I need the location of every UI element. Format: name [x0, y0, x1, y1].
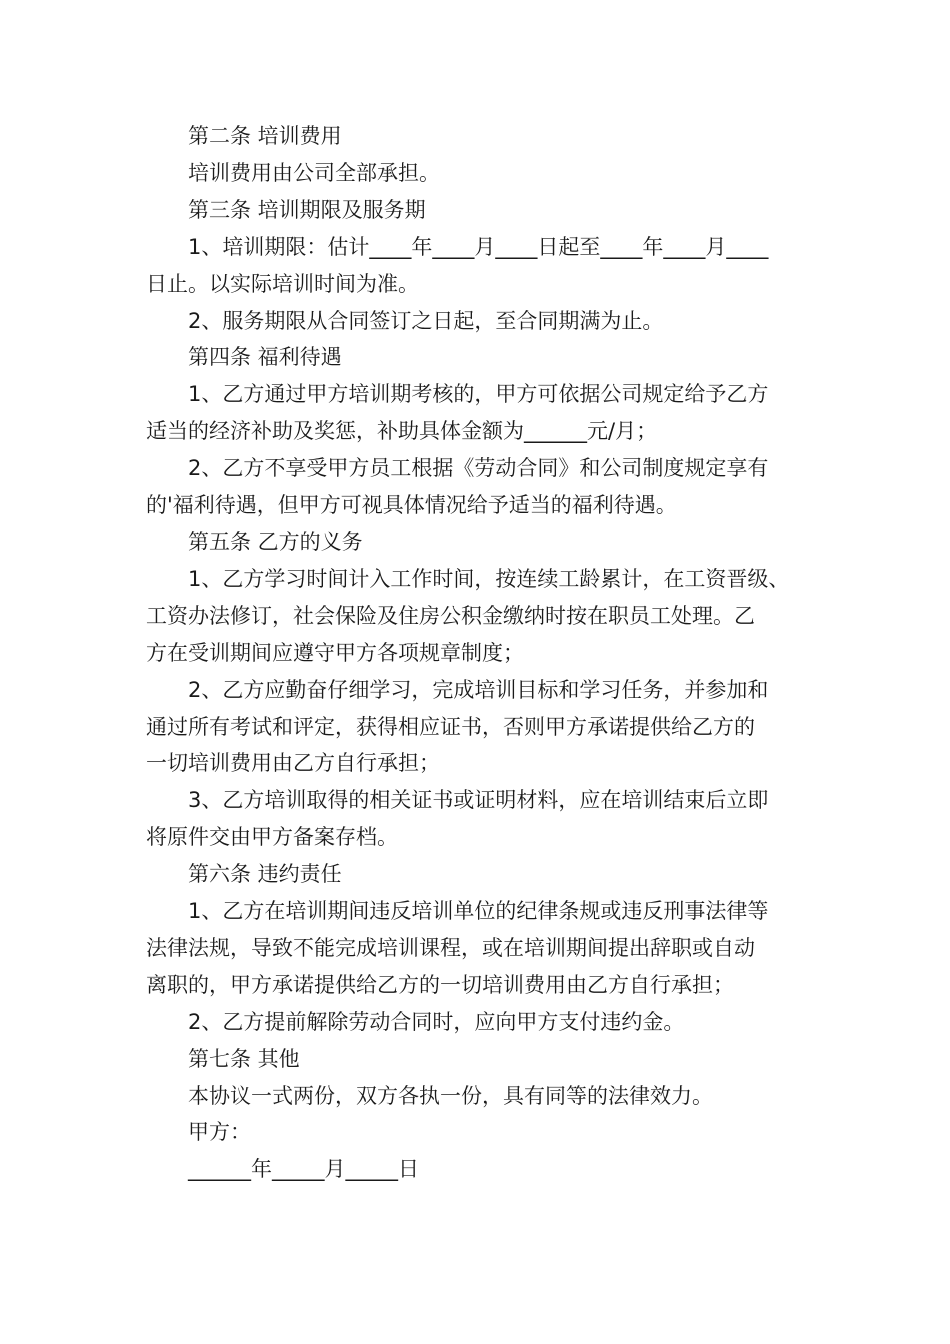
paragraph-line: 日止。以实际培训时间为准。: [146, 271, 419, 296]
paragraph-line: 通过所有考试和评定，获得相应证书，否则甲方承诺提供给乙方的: [146, 714, 755, 739]
paragraph-line: 3、乙方培训取得的相关证书或证明材料，应在培训结束后立即: [188, 788, 769, 813]
paragraph-line: 1、培训期限：估计____年____月____日起至____年____月____: [188, 234, 769, 259]
paragraph-line: 1、乙方在培训期间违反培训单位的纪律条规或违反刑事法律等: [188, 899, 769, 924]
paragraph-line: 方在受训期间应遵守甲方各项规章制度；: [146, 640, 524, 665]
paragraph-line: 的'福利待遇，但甲方可视具体情况给予适当的福利待遇。: [146, 493, 677, 518]
paragraph-line: 本协议一式两份，双方各执一份，具有同等的法律效力。: [188, 1083, 713, 1108]
document-body: [146, 118, 810, 1188]
paragraph-line: 一切培训费用由乙方自行承担；: [146, 751, 440, 776]
paragraph-line: 2、乙方不享受甲方员工根据《劳动合同》和公司制度规定享有: [188, 456, 769, 481]
article-6-heading: 第六条 违约责任: [188, 862, 342, 887]
article-4-heading: 第四条 福利待遇: [188, 345, 342, 370]
article-3-heading: 第三条 培训期限及服务期: [188, 197, 426, 222]
paragraph-line: 适当的经济补助及奖惩，补助具体金额为______元/月；: [146, 419, 658, 444]
paragraph-line: 法律法规，导致不能完成培训课程，或在培训期间提出辞职或自动: [146, 935, 755, 960]
paragraph-line: 1、乙方学习时间计入工作时间，按连续工龄累计，在工资晋级、: [188, 566, 790, 591]
article-2-heading: 第二条 培训费用: [188, 124, 342, 148]
paragraph-line: 2、服务期限从合同签订之日起，至合同期满为止。: [188, 308, 664, 333]
party-a-signature-label: 甲方：: [188, 1120, 251, 1145]
paragraph-line: 培训费用由公司全部承担。: [188, 160, 440, 185]
article-7-heading: 第七条 其他: [188, 1046, 300, 1071]
paragraph-line: 工资办法修订，社会保险及住房公积金缴纳时按在职员工处理。乙: [146, 603, 755, 628]
signature-date-line: ______年_____月_____日: [188, 1157, 419, 1182]
article-5-heading: 第五条 乙方的义务: [188, 529, 363, 554]
paragraph-line: 2、乙方应勤奋仔细学习，完成培训目标和学习任务，并参加和: [188, 677, 769, 702]
paragraph-line: 1、乙方通过甲方培训期考核的，甲方可依据公司规定给予乙方: [188, 382, 769, 407]
paragraph-line: 2、乙方提前解除劳动合同时，应向甲方支付违约金。: [188, 1009, 685, 1034]
paragraph-line: 将原件交由甲方备案存档。: [146, 825, 398, 850]
paragraph-line: 离职的，甲方承诺提供给乙方的一切培训费用由乙方自行承担；: [146, 972, 734, 997]
